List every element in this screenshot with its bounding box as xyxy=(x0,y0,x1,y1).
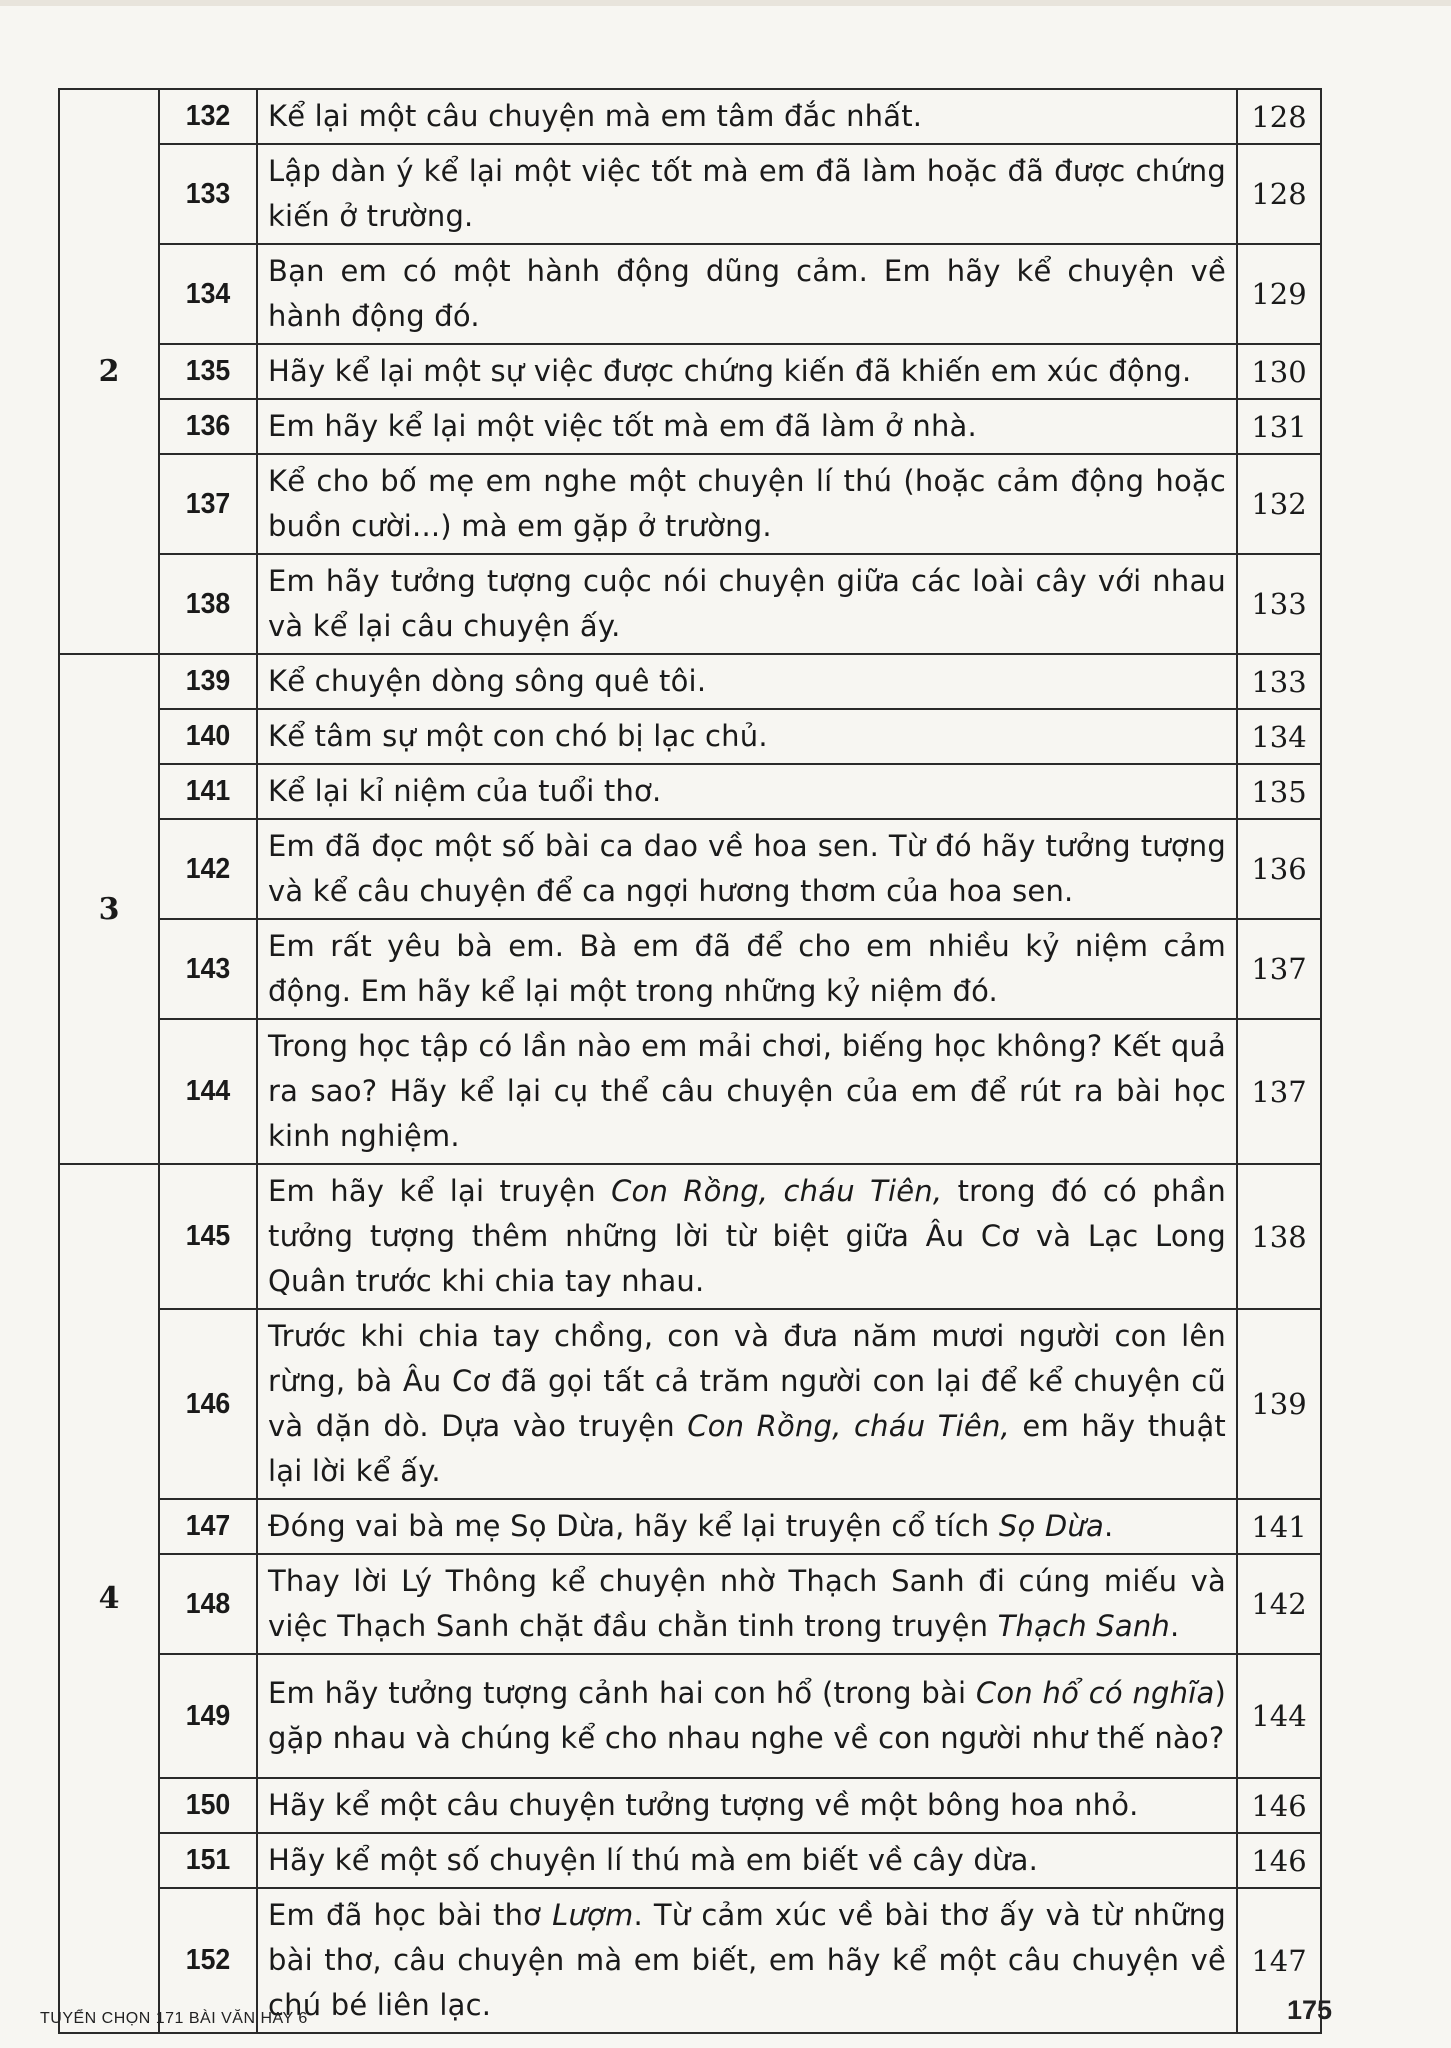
entry-number: 152 xyxy=(163,1888,253,2033)
table-row xyxy=(59,1309,1321,1499)
entry-title-text: em hãy thuật lại lời kể ấy. xyxy=(268,1409,1226,1488)
entry-page-number: 138 xyxy=(1237,1164,1321,1309)
table-row xyxy=(59,1833,1321,1888)
entry-title-text: Em hãy tưởng tượng cảnh hai con hổ (trong bài xyxy=(268,1676,976,1710)
entry-title-text: Kể lại một câu chuyện mà em tâm đắc nhất. xyxy=(268,99,923,133)
entry-page-number: 146 xyxy=(1237,1778,1321,1833)
entry-number: 151 xyxy=(163,1833,253,1888)
entry-number: 138 xyxy=(163,554,253,654)
entry-title[interactable] xyxy=(257,764,1237,819)
footer-book-title: TUYỂN CHỌN 171 BÀI VĂN HAY 6 xyxy=(40,2010,308,2027)
entry-title[interactable] xyxy=(257,1888,1237,2033)
entry-title-italic: Con Rồng, cháu Tiên, xyxy=(687,1409,1010,1443)
entry-page-number: 147 xyxy=(1237,1888,1321,2033)
entry-page-number: 133 xyxy=(1237,554,1321,654)
footer-page-number: 175 xyxy=(1287,1995,1333,2025)
table-row xyxy=(59,144,1321,244)
entry-page-number: 132 xyxy=(1237,454,1321,554)
table-row xyxy=(59,344,1321,399)
entry-number: 148 xyxy=(163,1554,253,1654)
entry-number: 134 xyxy=(163,244,253,344)
entry-page-number: 144 xyxy=(1237,1654,1321,1778)
entry-title-text: Kể lại kỉ niệm của tuổi thơ. xyxy=(268,774,662,808)
entry-title-italic: Sọ Dừa xyxy=(998,1509,1104,1543)
table-row xyxy=(59,89,1321,144)
entry-number: 149 xyxy=(163,1654,253,1778)
entry-title-text: Bạn em có một hành động dũng cảm. Em hãy kể chuyện về hành động đó. xyxy=(268,254,1226,333)
entry-page-number: 128 xyxy=(1237,89,1321,144)
entry-title[interactable] xyxy=(257,1554,1237,1654)
entry-title-text: Trước khi chia tay chồng, con và đưa năm mươi người con lên rừng, bà Âu Cơ đã gọi tất cả trăm người con lại để kể chuyện cũ và dặn dò. Dựa vào truyện xyxy=(268,1319,1226,1443)
entry-number: 133 xyxy=(163,144,253,244)
entry-title[interactable] xyxy=(257,1309,1237,1499)
table-of-contents xyxy=(58,88,1322,2034)
entry-title-text: Thay lời Lý Thông kể chuyện nhờ Thạch Sanh đi cúng miếu và việc Thạch Sanh chặt đầu chằn tinh trong truyện xyxy=(268,1564,1226,1643)
entry-page-number: 131 xyxy=(1237,399,1321,454)
entry-page-number: 146 xyxy=(1237,1833,1321,1888)
entry-page-number: 141 xyxy=(1237,1499,1321,1554)
entry-title-text: ) gặp nhau và chúng kể cho nhau nghe về con người như thế nào? xyxy=(268,1676,1226,1755)
entry-title[interactable] xyxy=(257,399,1237,454)
entry-title-italic: Thạch Sanh xyxy=(997,1609,1170,1643)
entry-number: 142 xyxy=(163,819,253,919)
entry-title-text: Em hãy tưởng tượng cuộc nói chuyện giữa các loài cây với nhau và kể lại câu chuyện ấy. xyxy=(268,564,1226,643)
entry-page-number: 136 xyxy=(1237,819,1321,919)
entry-title[interactable] xyxy=(257,554,1237,654)
entry-title-text: . xyxy=(1170,1609,1180,1643)
entry-number: 132 xyxy=(163,89,253,144)
entry-number: 150 xyxy=(163,1778,253,1833)
entry-number: 141 xyxy=(163,764,253,819)
table-row xyxy=(59,819,1321,919)
entry-number: 143 xyxy=(163,919,253,1019)
entry-page-number: 135 xyxy=(1237,764,1321,819)
entry-number: 137 xyxy=(163,454,253,554)
entry-page-number: 142 xyxy=(1237,1554,1321,1654)
entry-title[interactable] xyxy=(257,1654,1237,1778)
table-row xyxy=(59,1499,1321,1554)
entry-number: 135 xyxy=(163,344,253,399)
entry-title[interactable] xyxy=(257,654,1237,709)
entry-title-text: Kể tâm sự một con chó bị lạc chủ. xyxy=(268,719,768,753)
entry-title-italic: Con hổ có nghĩa xyxy=(975,1676,1215,1710)
entry-page-number: 130 xyxy=(1237,344,1321,399)
entry-page-number: 128 xyxy=(1237,144,1321,244)
entry-number: 146 xyxy=(163,1309,253,1499)
entry-title[interactable] xyxy=(257,1833,1237,1888)
part-number: 4 xyxy=(59,1164,159,2033)
entry-title-text: Kể chuyện dòng sông quê tôi. xyxy=(268,664,707,698)
entry-title[interactable] xyxy=(257,144,1237,244)
table-row xyxy=(59,919,1321,1019)
entry-title-text: Hãy kể lại một sự việc được chứng kiến đã khiến em xúc động. xyxy=(268,354,1192,388)
entry-title-text: Hãy kể một câu chuyện tưởng tượng về một bông hoa nhỏ. xyxy=(268,1788,1139,1822)
entry-title-text: . Từ cảm xúc về bài thơ ấy và từ những bài thơ, câu chuyện mà em biết, em hãy kể một câu chuyện về chú bé liên lạc. xyxy=(268,1898,1226,2022)
toc-body xyxy=(59,89,1321,2033)
entry-title-text: Em đã học bài thơ xyxy=(268,1898,553,1932)
table-row xyxy=(59,1554,1321,1654)
entry-number: 140 xyxy=(163,709,253,764)
table-row xyxy=(59,244,1321,344)
page-top-edge xyxy=(0,0,1451,6)
entry-title[interactable] xyxy=(257,1019,1237,1164)
entry-title[interactable] xyxy=(257,1164,1237,1309)
table-row xyxy=(59,554,1321,654)
part-number: 3 xyxy=(59,654,159,1164)
entry-title-text: Kể cho bố mẹ em nghe một chuyện lí thú (hoặc cảm động hoặc buồn cười...) mà em gặp ở trường. xyxy=(268,464,1226,543)
entry-title[interactable] xyxy=(257,1778,1237,1833)
entry-title-text: Em hãy kể lại một việc tốt mà em đã làm ở nhà. xyxy=(268,409,977,443)
table-row xyxy=(59,454,1321,554)
table-row xyxy=(59,654,1321,709)
entry-title[interactable] xyxy=(257,1499,1237,1554)
entry-number: 147 xyxy=(163,1499,253,1554)
part-number: 2 xyxy=(59,89,159,654)
entry-page-number: 137 xyxy=(1237,1019,1321,1164)
entry-number: 145 xyxy=(163,1164,253,1309)
entry-title-text: Em rất yêu bà em. Bà em đã để cho em nhiều kỷ niệm cảm động. Em hãy kể lại một trong những kỷ niệm đó. xyxy=(268,929,1226,1008)
entry-title-text: Em đã đọc một số bài ca dao về hoa sen. Từ đó hãy tưởng tượng và kể câu chuyện để ca ngợi hương thơm của hoa sen. xyxy=(268,829,1226,908)
entry-page-number: 137 xyxy=(1237,919,1321,1019)
entry-page-number: 133 xyxy=(1237,654,1321,709)
entry-page-number: 139 xyxy=(1237,1309,1321,1499)
entry-title[interactable] xyxy=(257,454,1237,554)
entry-title-italic: Con Rồng, cháu Tiên, xyxy=(611,1174,943,1208)
entry-title-text: Lập dàn ý kể lại một việc tốt mà em đã làm hoặc đã được chứng kiến ở trường. xyxy=(268,154,1226,233)
entry-number: 139 xyxy=(163,654,253,709)
entry-title-text: Em hãy kể lại truyện xyxy=(268,1174,612,1208)
table-row xyxy=(59,1019,1321,1164)
entry-title-text: trong đó có phần tưởng tượng thêm những lời từ biệt giữa Âu Cơ và Lạc Long Quân trước khi chia tay nhau. xyxy=(268,1174,1226,1298)
table-row xyxy=(59,1654,1321,1778)
table-row xyxy=(59,1164,1321,1309)
entry-title-text: Hãy kể một số chuyện lí thú mà em biết về cây dừa. xyxy=(268,1843,1038,1877)
entry-title[interactable] xyxy=(257,819,1237,919)
table-row xyxy=(59,1778,1321,1833)
entry-title-text: Đóng vai bà mẹ Sọ Dừa, hãy kể lại truyện cổ tích xyxy=(268,1509,999,1543)
entry-title[interactable] xyxy=(257,244,1237,344)
entry-number: 144 xyxy=(163,1019,253,1164)
entry-title[interactable] xyxy=(257,344,1237,399)
table-row xyxy=(59,764,1321,819)
entry-page-number: 134 xyxy=(1237,709,1321,764)
entry-title-italic: Lượm xyxy=(552,1898,634,1932)
table-row xyxy=(59,399,1321,454)
table-row xyxy=(59,709,1321,764)
entry-title[interactable] xyxy=(257,709,1237,764)
entry-title-text: Trong học tập có lần nào em mải chơi, biếng học không? Kết quả ra sao? Hãy kể lại cụ thể câu chuyện của em để rút ra bài học kinh nghiệm. xyxy=(268,1029,1226,1153)
entry-title[interactable] xyxy=(257,919,1237,1019)
entry-title-text: . xyxy=(1103,1509,1114,1543)
entry-number: 136 xyxy=(163,399,253,454)
entry-title[interactable] xyxy=(257,89,1237,144)
entry-page-number: 129 xyxy=(1237,244,1321,344)
